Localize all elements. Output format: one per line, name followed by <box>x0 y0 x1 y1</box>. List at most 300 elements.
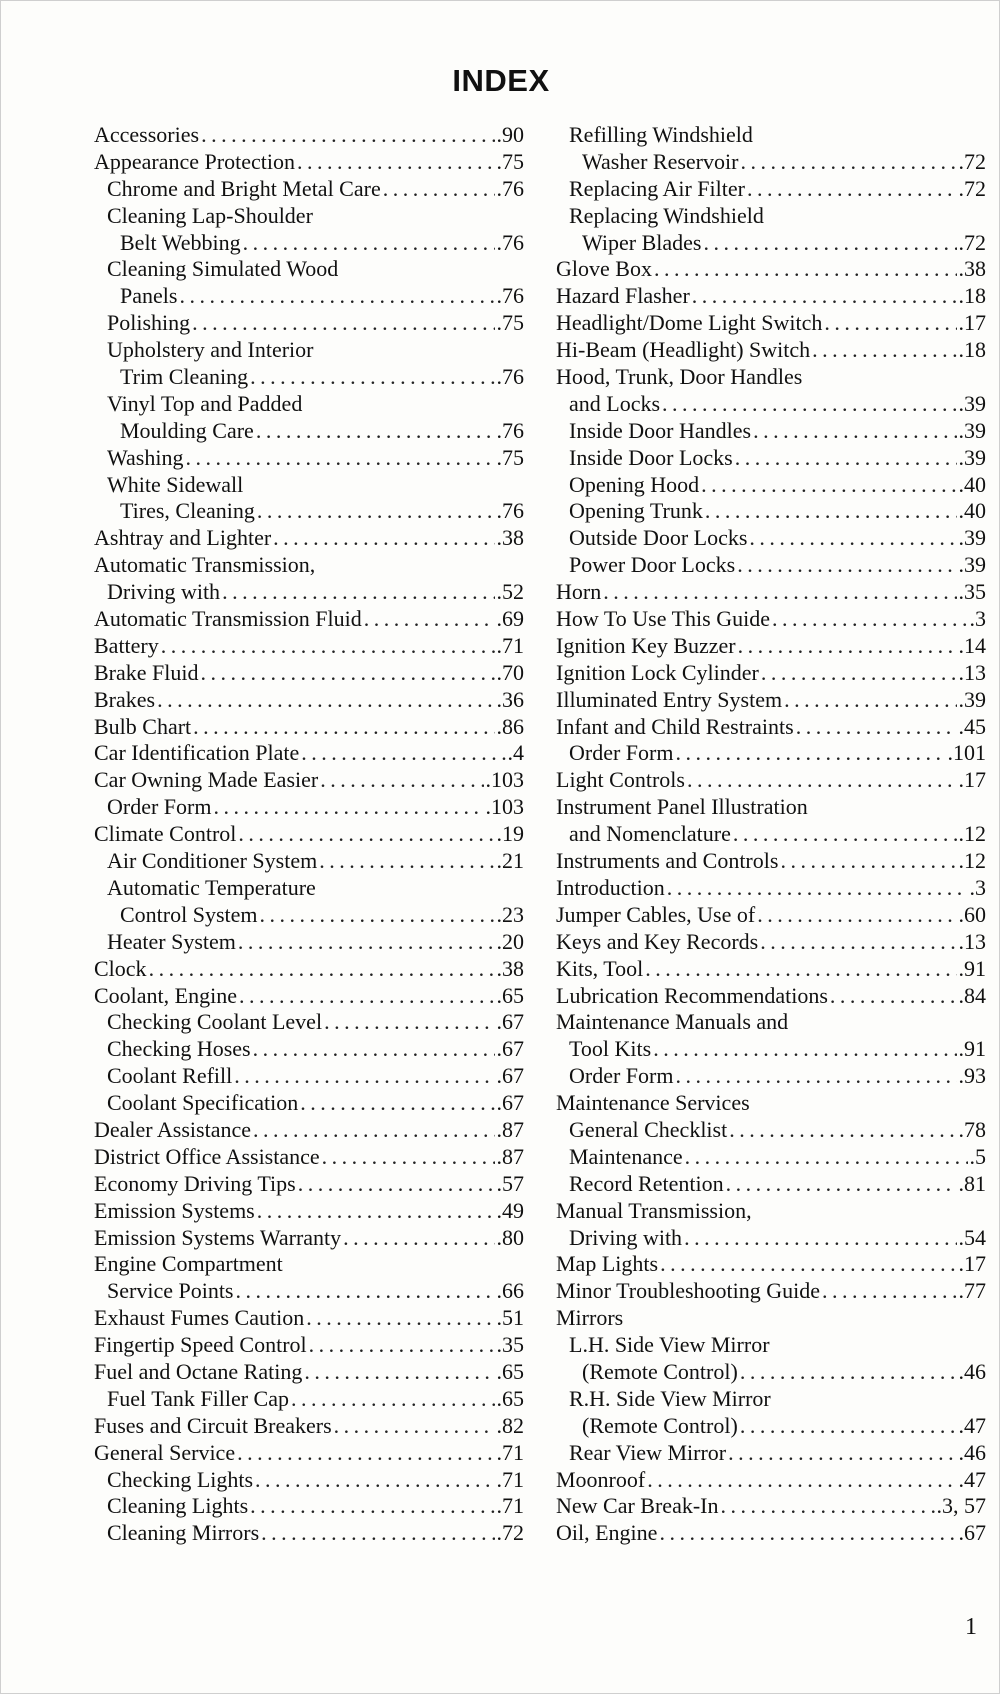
index-entry-label: Order Form <box>569 1063 674 1089</box>
index-entry <box>94 714 524 741</box>
index-entry-page: .77 <box>958 1278 986 1304</box>
index-entry <box>94 1198 524 1225</box>
index-entry-page: .36 <box>496 686 524 712</box>
index-entry <box>556 1251 986 1278</box>
index-entry <box>94 1278 524 1305</box>
dot-leader <box>260 902 495 929</box>
index-entry-label: Cleaning Mirrors <box>107 1520 260 1546</box>
dot-leader <box>757 902 956 929</box>
index-entry-page: .66 <box>496 1278 524 1304</box>
index-entry-page: .87 <box>496 1143 524 1169</box>
index-entry-page: .67 <box>958 1520 986 1546</box>
index-entry <box>556 1036 986 1063</box>
dot-leader <box>364 606 495 633</box>
index-entry-label: Instruments and Controls <box>556 848 779 874</box>
index-entry-label: Ashtray and Lighter <box>94 525 272 551</box>
index-entry-page: .103 <box>485 767 524 793</box>
index-entry <box>94 472 524 499</box>
dot-leader <box>703 230 956 257</box>
index-entry <box>556 176 986 203</box>
index-entry-label: Order Form <box>569 740 674 766</box>
index-entry-page: .67 <box>496 1063 524 1089</box>
dot-leader <box>662 391 956 418</box>
dot-leader <box>772 606 968 633</box>
index-entry <box>556 794 986 821</box>
index-entry <box>94 149 524 176</box>
index-entry-page: .17 <box>958 767 986 793</box>
index-entry-page: .38 <box>958 256 986 282</box>
dot-leader <box>383 176 495 203</box>
index-entry-label: Coolant Specification <box>107 1090 299 1116</box>
index-column-right <box>556 122 986 1547</box>
index-entry <box>556 1413 986 1440</box>
index-column-left <box>94 122 524 1547</box>
dot-leader <box>761 660 957 687</box>
dot-leader <box>728 1440 956 1467</box>
index-entry-label: L.H. Side View Mirror <box>569 1332 770 1358</box>
index-entry-page: .39 <box>958 686 986 712</box>
index-entry-page: .72 <box>958 148 986 174</box>
dot-leader <box>149 956 495 983</box>
index-entry-label: Panels <box>120 283 178 309</box>
index-entry <box>94 606 524 633</box>
dot-leader <box>753 418 956 445</box>
dot-leader <box>740 1413 957 1440</box>
index-entry-page: .38 <box>496 955 524 981</box>
index-entry-label: General Service <box>94 1439 236 1465</box>
index-entry-page: .76 <box>496 283 524 309</box>
index-entry-page: .13 <box>958 659 986 685</box>
index-entry-page: .45 <box>958 713 986 739</box>
dot-leader <box>647 1467 956 1494</box>
index-entry-label: Rear View Mirror <box>569 1439 727 1465</box>
index-entry-label: Maintenance <box>569 1143 683 1169</box>
index-entry-label: Exhaust Fumes Caution <box>94 1305 305 1331</box>
index-entry-label: Maintenance Services <box>556 1090 750 1116</box>
dot-leader <box>297 149 495 176</box>
index-entry-page: .18 <box>958 283 986 309</box>
dot-leader <box>179 283 494 310</box>
index-entry-label: Trim Cleaning <box>120 364 249 390</box>
dot-leader <box>157 687 494 714</box>
index-entry-page: .76 <box>496 364 524 390</box>
index-entry-label: Accessories <box>94 122 200 147</box>
index-entry-label: Battery <box>94 632 159 658</box>
index-entry-label: Jumper Cables, Use of <box>556 901 756 927</box>
index-entry <box>94 1225 524 1252</box>
index-entry-label: Ignition Key Buzzer <box>556 632 736 658</box>
index-entry <box>556 767 986 794</box>
index-entry-page: .75 <box>496 148 524 174</box>
dot-leader <box>701 472 956 499</box>
dot-leader <box>334 1413 495 1440</box>
index-entry-label: Opening Hood <box>569 471 700 497</box>
index-entry <box>94 337 524 364</box>
index-entry-page: .5 <box>969 1143 986 1169</box>
index-entry <box>556 256 986 283</box>
index-entry-label: Glove Box <box>556 256 652 282</box>
dot-leader <box>298 1171 495 1198</box>
index-entry-page: .82 <box>496 1412 524 1438</box>
index-entry-label: Fuses and Circuit Breakers <box>94 1412 332 1438</box>
dot-leader <box>675 1063 956 1090</box>
index-entry <box>556 1520 986 1547</box>
index-entry <box>94 1440 524 1467</box>
index-entry-page: .80 <box>496 1224 524 1250</box>
index-entry-page: .86 <box>496 713 524 739</box>
index-entry <box>94 1063 524 1090</box>
index-entry <box>94 983 524 1010</box>
index-entry-page: .47 <box>958 1466 986 1492</box>
index-entry <box>556 1493 986 1520</box>
index-entry <box>94 552 524 579</box>
dot-leader <box>705 498 957 525</box>
index-entry-label: Lubrication Recommendations <box>556 982 828 1008</box>
index-entry-label: Brake Fluid <box>94 659 199 685</box>
index-entry <box>556 687 986 714</box>
index-entry <box>94 230 524 257</box>
dot-leader <box>735 445 957 472</box>
index-entry-label: Control System <box>120 901 258 927</box>
index-entry <box>556 1198 986 1225</box>
index-entry-label: Opening Trunk <box>569 498 703 524</box>
index-entry-label: Cleaning Lights <box>107 1493 249 1519</box>
index-entry <box>556 498 986 525</box>
index-entry-label: R.H. Side View Mirror <box>569 1385 771 1411</box>
index-entry <box>556 821 986 848</box>
dot-leader <box>253 1117 495 1144</box>
index-entry-label: Emission Systems <box>94 1197 255 1223</box>
index-entry-label: Replacing Windshield <box>569 202 764 228</box>
dot-leader <box>721 1493 935 1520</box>
index-entry <box>556 983 986 1010</box>
index-entry-page: .75 <box>496 310 524 336</box>
index-entry-page: .76 <box>496 175 524 201</box>
dot-leader <box>760 929 956 956</box>
index-entry-page: .72 <box>958 175 986 201</box>
index-entry <box>556 740 986 767</box>
dot-leader <box>780 848 956 875</box>
index-entry-page: .72 <box>496 1520 524 1546</box>
index-entry-label: Headlight/Dome Light Switch <box>556 310 823 336</box>
page-number: 1 <box>965 1614 977 1640</box>
index-entry-label: Mirrors <box>556 1305 624 1331</box>
index-entry-page: .35 <box>496 1332 524 1358</box>
index-entry <box>556 472 986 499</box>
index-entry-label: Belt Webbing <box>120 229 241 255</box>
dot-leader <box>237 1440 494 1467</box>
index-entry-page: .60 <box>958 901 986 927</box>
dot-leader <box>659 1520 956 1547</box>
dot-leader <box>257 1198 495 1225</box>
dot-leader <box>291 1386 495 1413</box>
dot-leader <box>243 230 495 257</box>
index-entry-label: Record Retention <box>569 1170 724 1196</box>
index-entry-label: Washer Reservoir <box>582 148 739 174</box>
index-entry <box>94 364 524 391</box>
dot-leader <box>738 633 957 660</box>
index-entry-label: Chrome and Bright Metal Care <box>107 175 381 201</box>
dot-leader <box>213 794 483 821</box>
index-entry <box>556 633 986 660</box>
index-entry-label: Illuminated Entry System <box>556 686 783 712</box>
index-entry-label: Climate Control <box>94 821 237 847</box>
dot-leader <box>257 498 495 525</box>
index-entry-page: .71 <box>496 1439 524 1465</box>
index-entry-label: Fingertip Speed Control <box>94 1332 307 1358</box>
dot-leader <box>238 821 494 848</box>
dot-leader <box>324 1009 494 1036</box>
index-entry-label: Order Form <box>107 794 212 820</box>
index-entry-label: and Locks <box>569 390 661 416</box>
index-entry <box>556 714 986 741</box>
index-entry <box>94 1413 524 1440</box>
index-entry-page: .91 <box>958 955 986 981</box>
dot-leader <box>306 1305 494 1332</box>
index-entry <box>94 122 524 149</box>
index-entry-page: .71 <box>496 1466 524 1492</box>
index-entry-page: .71 <box>496 1493 524 1519</box>
index-entry-label: (Remote Control) <box>582 1412 738 1438</box>
index-entry-label: Car Identification Plate <box>94 740 300 766</box>
index-entry-page: .13 <box>958 928 986 954</box>
dot-leader <box>692 283 957 310</box>
index-entry-page: .54 <box>958 1224 986 1250</box>
index-entry <box>94 687 524 714</box>
index-entry <box>94 283 524 310</box>
index-entry-label: Car Owning Made Easier <box>94 767 319 793</box>
index-entry-label: Map Lights <box>556 1251 659 1277</box>
index-entry <box>556 1440 986 1467</box>
index-entry <box>94 1332 524 1359</box>
index-entry-label: Appearance Protection <box>94 148 295 174</box>
index-entry <box>556 391 986 418</box>
index-entry <box>556 929 986 956</box>
index-entry <box>94 1090 524 1117</box>
dot-leader <box>667 875 968 902</box>
index-entry-label: Manual Transmission, <box>556 1197 752 1223</box>
index-entry-label: Heater System <box>107 928 236 954</box>
dot-leader <box>830 983 957 1010</box>
index-entry-label: Infant and Child Restraints <box>556 713 794 739</box>
dot-leader <box>309 1332 495 1359</box>
index-entry <box>94 1386 524 1413</box>
index-entry <box>556 552 986 579</box>
index-entry-label: Coolant, Engine <box>94 982 237 1008</box>
index-entry-page: .69 <box>496 606 524 632</box>
page-title: INDEX <box>452 63 550 98</box>
index-entry-label: Power Door Locks <box>569 552 736 578</box>
dot-leader <box>684 1225 956 1252</box>
dot-leader <box>740 1359 957 1386</box>
index-entry <box>556 1117 986 1144</box>
dot-leader <box>749 525 956 552</box>
index-entry-label: Vinyl Top and Padded <box>107 390 303 416</box>
dot-leader <box>236 1278 495 1305</box>
index-entry-page: .49 <box>496 1197 524 1223</box>
index-entry-page: .76 <box>496 417 524 443</box>
index-entry <box>94 794 524 821</box>
dot-leader <box>654 256 957 283</box>
dot-leader <box>740 149 956 176</box>
index-entry-label: Introduction <box>556 874 665 900</box>
index-entry <box>556 310 986 337</box>
index-entry <box>556 525 986 552</box>
index-entry <box>556 364 986 391</box>
index-entry <box>94 1359 524 1386</box>
index-entry-page: .46 <box>958 1358 986 1384</box>
index-entry-page: .78 <box>958 1116 986 1142</box>
index-entry <box>94 1520 524 1547</box>
index-entry-page: .91 <box>958 1036 986 1062</box>
index-entry-page: .47 <box>958 1412 986 1438</box>
index-entry-label: Driving with <box>569 1224 683 1250</box>
index-entry <box>94 1036 524 1063</box>
index-entry-page: .65 <box>496 982 524 1008</box>
index-entry <box>556 1278 986 1305</box>
index-entry-page: .65 <box>496 1358 524 1384</box>
dot-leader <box>239 983 495 1010</box>
index-entry-label: Refilling Windshield <box>569 122 753 147</box>
dot-leader <box>796 714 957 741</box>
dot-leader <box>253 1036 495 1063</box>
index-entry-label: Moulding Care <box>120 417 254 443</box>
dot-leader <box>822 1278 956 1305</box>
index-entry <box>94 740 524 767</box>
index-entry-page: .103 <box>485 794 524 820</box>
dot-leader <box>193 714 494 741</box>
index-entry <box>94 525 524 552</box>
dot-leader <box>250 1493 494 1520</box>
index-entry <box>556 1386 986 1413</box>
index-entry-page: .70 <box>496 659 524 685</box>
dot-leader <box>737 552 956 579</box>
index-entry-page: .18 <box>958 337 986 363</box>
index-entry-page: .39 <box>958 417 986 443</box>
index-entry-label: Checking Lights <box>107 1466 254 1492</box>
dot-leader <box>319 848 494 875</box>
index-entry <box>94 176 524 203</box>
dot-leader <box>304 1359 494 1386</box>
index-entry <box>556 122 986 149</box>
dot-leader <box>192 310 494 337</box>
index-entry-page: .67 <box>496 1090 524 1116</box>
index-entry-label: Fuel and Octane Rating <box>94 1358 303 1384</box>
dot-leader <box>185 445 494 472</box>
index-entry <box>94 203 524 230</box>
index-entry <box>556 1090 986 1117</box>
index-entry-label: Inside Door Handles <box>569 417 752 443</box>
index-entry-page: .57 <box>496 1170 524 1196</box>
index-entry <box>94 1117 524 1144</box>
dot-leader <box>234 1063 494 1090</box>
index-entry-label: Brakes <box>94 686 156 712</box>
index-entry-page: .39 <box>958 552 986 578</box>
index-entry-label: Air Conditioner System <box>107 848 318 874</box>
dot-leader <box>161 633 495 660</box>
index-entry-label: Cleaning Lap-Shoulder <box>107 202 313 228</box>
dot-leader <box>201 660 495 687</box>
index-entry <box>94 1009 524 1036</box>
index-entry-label: and Nomenclature <box>569 821 731 847</box>
index-entry-page: .67 <box>496 1036 524 1062</box>
index-entry-label: (Remote Control) <box>582 1358 738 1384</box>
index-entry <box>556 1225 986 1252</box>
dot-leader <box>685 1144 968 1171</box>
index-entry <box>556 337 986 364</box>
index-entry-label: Inside Door Locks <box>569 444 733 470</box>
index-entry-label: Fuel Tank Filler Cap <box>107 1385 289 1411</box>
index-entry-label: Engine Compartment <box>94 1251 283 1277</box>
index-entry-page: .40 <box>958 498 986 524</box>
index-entry-page: .20 <box>496 928 524 954</box>
index-entry-page: .76 <box>496 229 524 255</box>
index-entry-label: White Sidewall <box>107 471 244 497</box>
index-entry-label: Bulb Chart <box>94 713 192 739</box>
index-entry-label: Ignition Lock Cylinder <box>556 659 759 685</box>
dot-leader <box>733 821 957 848</box>
index-entry <box>556 1467 986 1494</box>
index-entry-page: .90 <box>496 122 524 147</box>
index-entry <box>556 1063 986 1090</box>
index-entry <box>556 606 986 633</box>
index-entry-page: .101 <box>947 740 986 766</box>
index-entry-label: Polishing <box>107 310 191 336</box>
index-entry-page: .17 <box>958 310 986 336</box>
index-entry <box>94 660 524 687</box>
index-entry-label: Washing <box>107 444 184 470</box>
dot-leader <box>261 1520 494 1547</box>
dot-leader <box>812 337 956 364</box>
index-entry-page: .4 <box>507 740 524 766</box>
index-entry-label: Horn <box>556 579 602 605</box>
index-entry-page: .52 <box>496 579 524 605</box>
index-entry-label: Kits, Tool <box>556 955 644 981</box>
index-entry <box>94 633 524 660</box>
index-entry-label: Emission Systems Warranty <box>94 1224 342 1250</box>
dot-leader <box>747 176 957 203</box>
index-entry-label: Hi-Beam (Headlight) Switch <box>556 337 811 363</box>
index-entry <box>94 848 524 875</box>
dot-leader <box>343 1225 494 1252</box>
index-entry-label: General Checklist <box>569 1116 728 1142</box>
index-entry-label: Automatic Transmission, <box>94 552 316 578</box>
dot-leader <box>301 740 505 767</box>
index-entry-label: Moonroof <box>556 1466 646 1492</box>
index-entry-page: .87 <box>496 1116 524 1142</box>
index-entry-page: .12 <box>958 848 986 874</box>
index-entry <box>94 579 524 606</box>
index-entry-label: Checking Coolant Level <box>107 1009 323 1035</box>
index-entry-label: Tires, Cleaning <box>120 498 255 524</box>
index-entry-label: Driving with <box>107 579 221 605</box>
index-entry-label: Dealer Assistance <box>94 1116 251 1142</box>
index-entry-label: Outside Door Locks <box>569 525 748 551</box>
index-entry-page: .35 <box>958 579 986 605</box>
index-entry-label: Cleaning Simulated Wood <box>107 256 339 282</box>
index-entry-label: Light Controls <box>556 767 685 793</box>
index-entry <box>94 1467 524 1494</box>
index-entry <box>556 1332 986 1359</box>
index-entry-page: .51 <box>496 1305 524 1331</box>
index-entry <box>94 1305 524 1332</box>
dot-leader <box>675 740 945 767</box>
index-entry <box>556 418 986 445</box>
index-entry <box>94 1144 524 1171</box>
index-entry-page: .71 <box>496 632 524 658</box>
index-entry-label: How To Use This Guide <box>556 606 770 632</box>
index-entry-page: .14 <box>958 632 986 658</box>
